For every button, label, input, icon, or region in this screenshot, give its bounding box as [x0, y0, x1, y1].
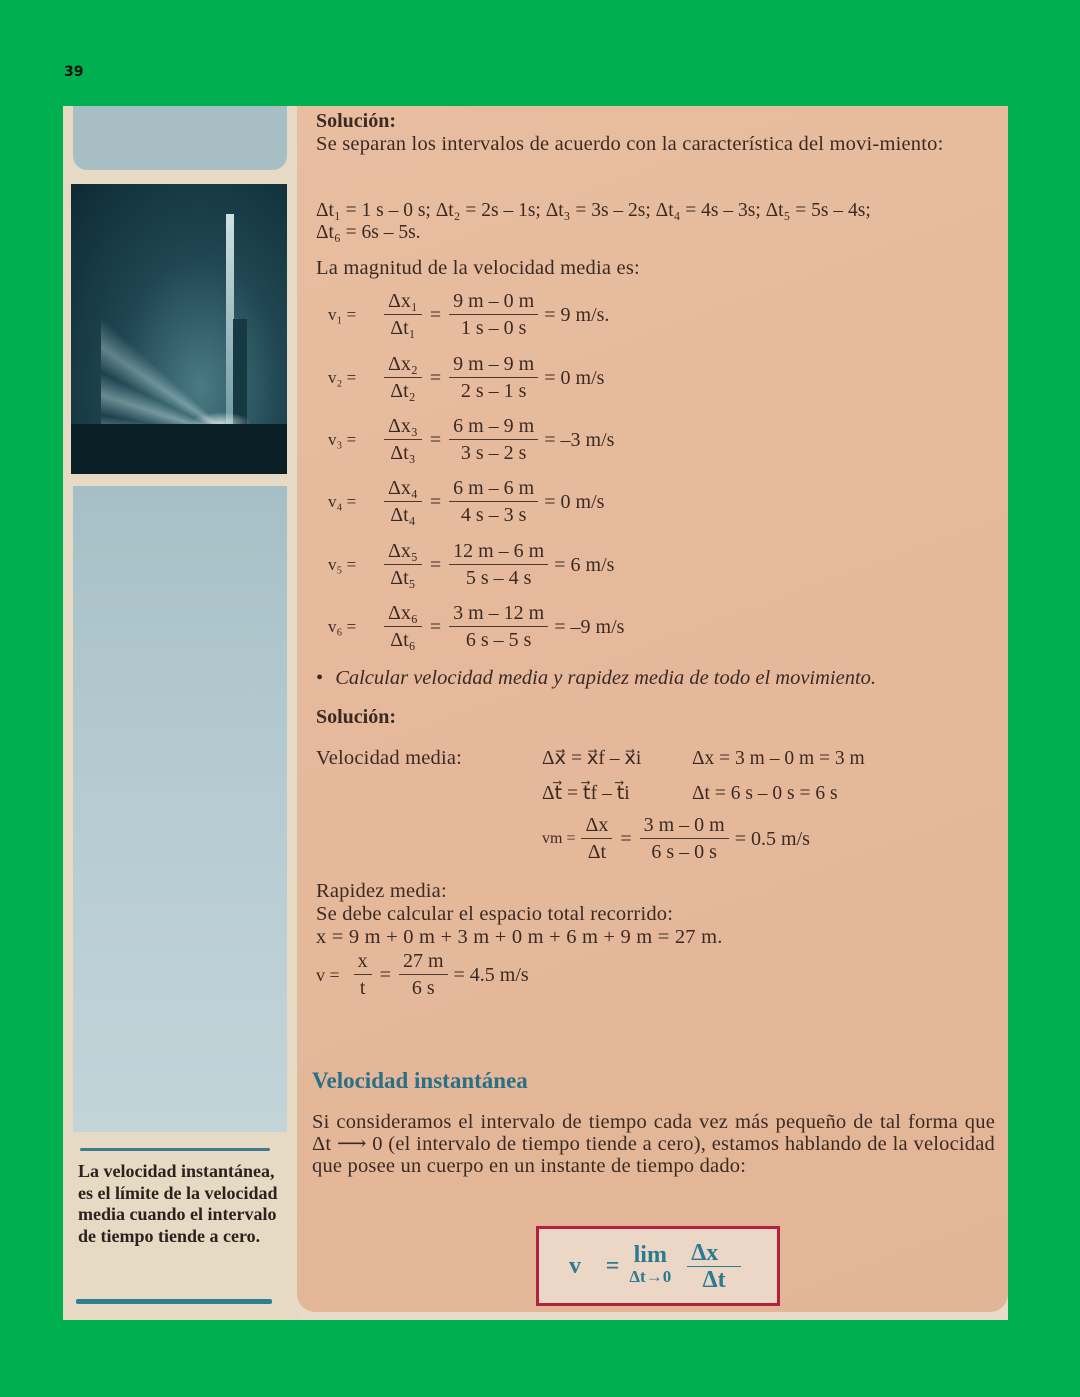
numerator: 3 m – 12 m [449, 602, 548, 627]
fraction [449, 540, 548, 589]
eq-result: = 0.5 m/s [734, 827, 810, 850]
vector-dt: Δt⃗ = t⃗f – t⃗i [542, 783, 630, 804]
numerator: Δx₃ [384, 415, 422, 440]
eq-lhs: v₅ = [328, 554, 357, 574]
section-title: Velocidad instantánea [312, 1068, 528, 1093]
numerator: Δx₂ [384, 353, 422, 378]
denominator: 1 s – 0 s [460, 317, 527, 339]
equation-v4 [328, 477, 604, 526]
denominator: Δt [702, 1266, 726, 1293]
numerator: x [354, 950, 372, 975]
fraction [449, 415, 538, 464]
denominator: Δt₆ [390, 629, 416, 651]
equation-v2 [328, 353, 604, 402]
equation-speed [316, 950, 529, 999]
equals-sign: = [429, 366, 442, 389]
eq-result: = 0 m/s [544, 366, 605, 389]
eq-result: = 4.5 m/s [453, 963, 529, 986]
denominator: Δt₅ [390, 567, 416, 589]
fraction [384, 290, 422, 339]
lim-subscript: Δt→0 [629, 1267, 672, 1286]
numerator: 12 m – 6 m [449, 540, 548, 565]
dt-value: Δt = 6 s – 0 s = 6 s [692, 783, 838, 804]
eq-result: = 9 m/s. [544, 303, 610, 326]
numerator: Δx₆ [384, 602, 422, 627]
main-panel [297, 106, 1008, 1312]
limit [629, 1244, 671, 1288]
fraction [640, 814, 729, 863]
equals-sign: = [429, 615, 442, 638]
equation-v5 [328, 540, 614, 589]
eq-lhs: v = [316, 964, 340, 985]
fraction [449, 353, 538, 402]
denominator: 3 s – 2 s [460, 442, 527, 464]
textbook-page [63, 106, 1008, 1320]
numerator: Δx⃗ [687, 1242, 741, 1267]
sidebar-column [63, 106, 299, 1320]
speed-intro: Se debe calcular el espacio total recorrido: [316, 903, 674, 925]
decorative-blue-panel-long [73, 486, 287, 1132]
eq-lhs: v₂ = [328, 367, 357, 387]
eq-lhs: v₁ = [328, 304, 357, 324]
equals-sign: = [379, 963, 391, 986]
denominator: 6 s [411, 977, 435, 999]
instant-velocity-formula [536, 1226, 780, 1306]
denominator: Δt₄ [390, 504, 416, 526]
numerator: Δx₁ [384, 290, 422, 315]
denominator: t [359, 977, 366, 999]
numerator: Δx₅ [384, 540, 422, 565]
numerator: 27 m [399, 950, 448, 975]
distance-sum: x = 9 m + 0 m + 3 m + 0 m + 6 m + 9 m = 27 m. [316, 926, 723, 948]
solution-heading: Solución: [316, 110, 397, 132]
equals-sign: = [429, 490, 442, 513]
task-bullet: • Calcular velocidad media y rapidez media de todo el movimiento. [316, 667, 876, 689]
divider-bottom [76, 1299, 272, 1304]
page-number: 39 [64, 64, 84, 80]
equation-vm [542, 814, 810, 863]
vector-dx: Δx⃗ = x⃗f – x⃗i [542, 748, 642, 769]
decorative-blue-panel [73, 106, 287, 170]
denominator: 6 s – 0 s [651, 841, 717, 863]
instant-paragraph: Si consideramos el intervalo de tiempo cada vez más pequeño de tal forma que Δt ⟶ 0 (el intervalo de tiempo tiende a cero), estamos hablando de la velocidad que posee un cuerpo en un instante de tiempo dado: [312, 1111, 995, 1177]
equals-sign: = [429, 553, 442, 576]
eq-result: = 6 m/s [554, 553, 615, 576]
fraction [399, 950, 448, 999]
magnitude-label: La magnitud de la velocidad media es: [316, 257, 640, 279]
equation-v6 [328, 602, 624, 651]
denominator: 4 s – 3 s [460, 504, 527, 526]
fraction [687, 1239, 741, 1293]
dx-value: Δx = 3 m – 0 m = 3 m [692, 748, 865, 769]
fraction [581, 814, 612, 863]
solution2-heading: Solución: [316, 706, 397, 728]
numerator: 6 m – 9 m [449, 415, 538, 440]
intervals-line-2: Δt₆ = 6s – 5s. [316, 222, 421, 243]
photo-ground [71, 424, 287, 474]
fraction [384, 540, 422, 589]
formula-lhs: v⃗ = [569, 1253, 620, 1279]
intervals-line-1: Δt₁ = 1 s – 0 s; Δt₂ = 2s – 1s; Δt₃ = 3s – 2s; Δt₄ = 4s – 3s; Δt₅ = 5s – 4s; [316, 200, 871, 221]
eq-result: = 0 m/s [544, 490, 605, 513]
eq-result: = –3 m/s [544, 428, 615, 451]
speed-label: Rapidez media: [316, 880, 447, 902]
denominator: Δt [587, 841, 607, 863]
fraction [384, 353, 422, 402]
fraction [384, 602, 422, 651]
fraction [449, 477, 538, 526]
eq-lhs: v₄ = [328, 491, 357, 511]
denominator: 6 s – 5 s [465, 629, 532, 651]
vm-label: Velocidad media: [316, 747, 463, 769]
eq-lhs: v₃ = [328, 429, 357, 449]
equation-v1 [328, 290, 609, 339]
numerator: 9 m – 0 m [449, 290, 538, 315]
fraction [384, 415, 422, 464]
denominator: Δt₂ [390, 380, 416, 402]
numerator: Δx₄ [384, 477, 422, 502]
denominator: 5 s – 4 s [465, 567, 532, 589]
denominator: Δt₃ [390, 442, 416, 464]
numerator: 9 m – 9 m [449, 353, 538, 378]
equals-sign: = [429, 428, 442, 451]
equation-v3 [328, 415, 614, 464]
eq-lhs: vm = [542, 829, 576, 847]
solution-intro: Se separan los intervalos de acuerdo con la característica del movi-miento: [316, 133, 944, 155]
eq-result: = –9 m/s [554, 615, 625, 638]
lim-label: lim [633, 1242, 667, 1268]
fraction [354, 950, 372, 999]
equals-sign: = [429, 303, 442, 326]
eq-lhs: v₆ = [328, 616, 357, 636]
numerator: 3 m – 0 m [640, 814, 729, 839]
fraction [449, 602, 548, 651]
rocket-launch-photo [71, 184, 287, 474]
denominator: Δt₁ [390, 317, 416, 339]
numerator: Δx [581, 814, 612, 839]
sidebar-note: La velocidad instantánea, es el límite de la velocidad media cuando el intervalo de tiempo tiende a cero. [78, 1161, 278, 1246]
numerator: 6 m – 6 m [449, 477, 538, 502]
denominator: 2 s – 1 s [460, 380, 527, 402]
divider-top [80, 1148, 270, 1151]
fraction [449, 290, 538, 339]
equals-sign: = [620, 827, 632, 850]
fraction [384, 477, 422, 526]
